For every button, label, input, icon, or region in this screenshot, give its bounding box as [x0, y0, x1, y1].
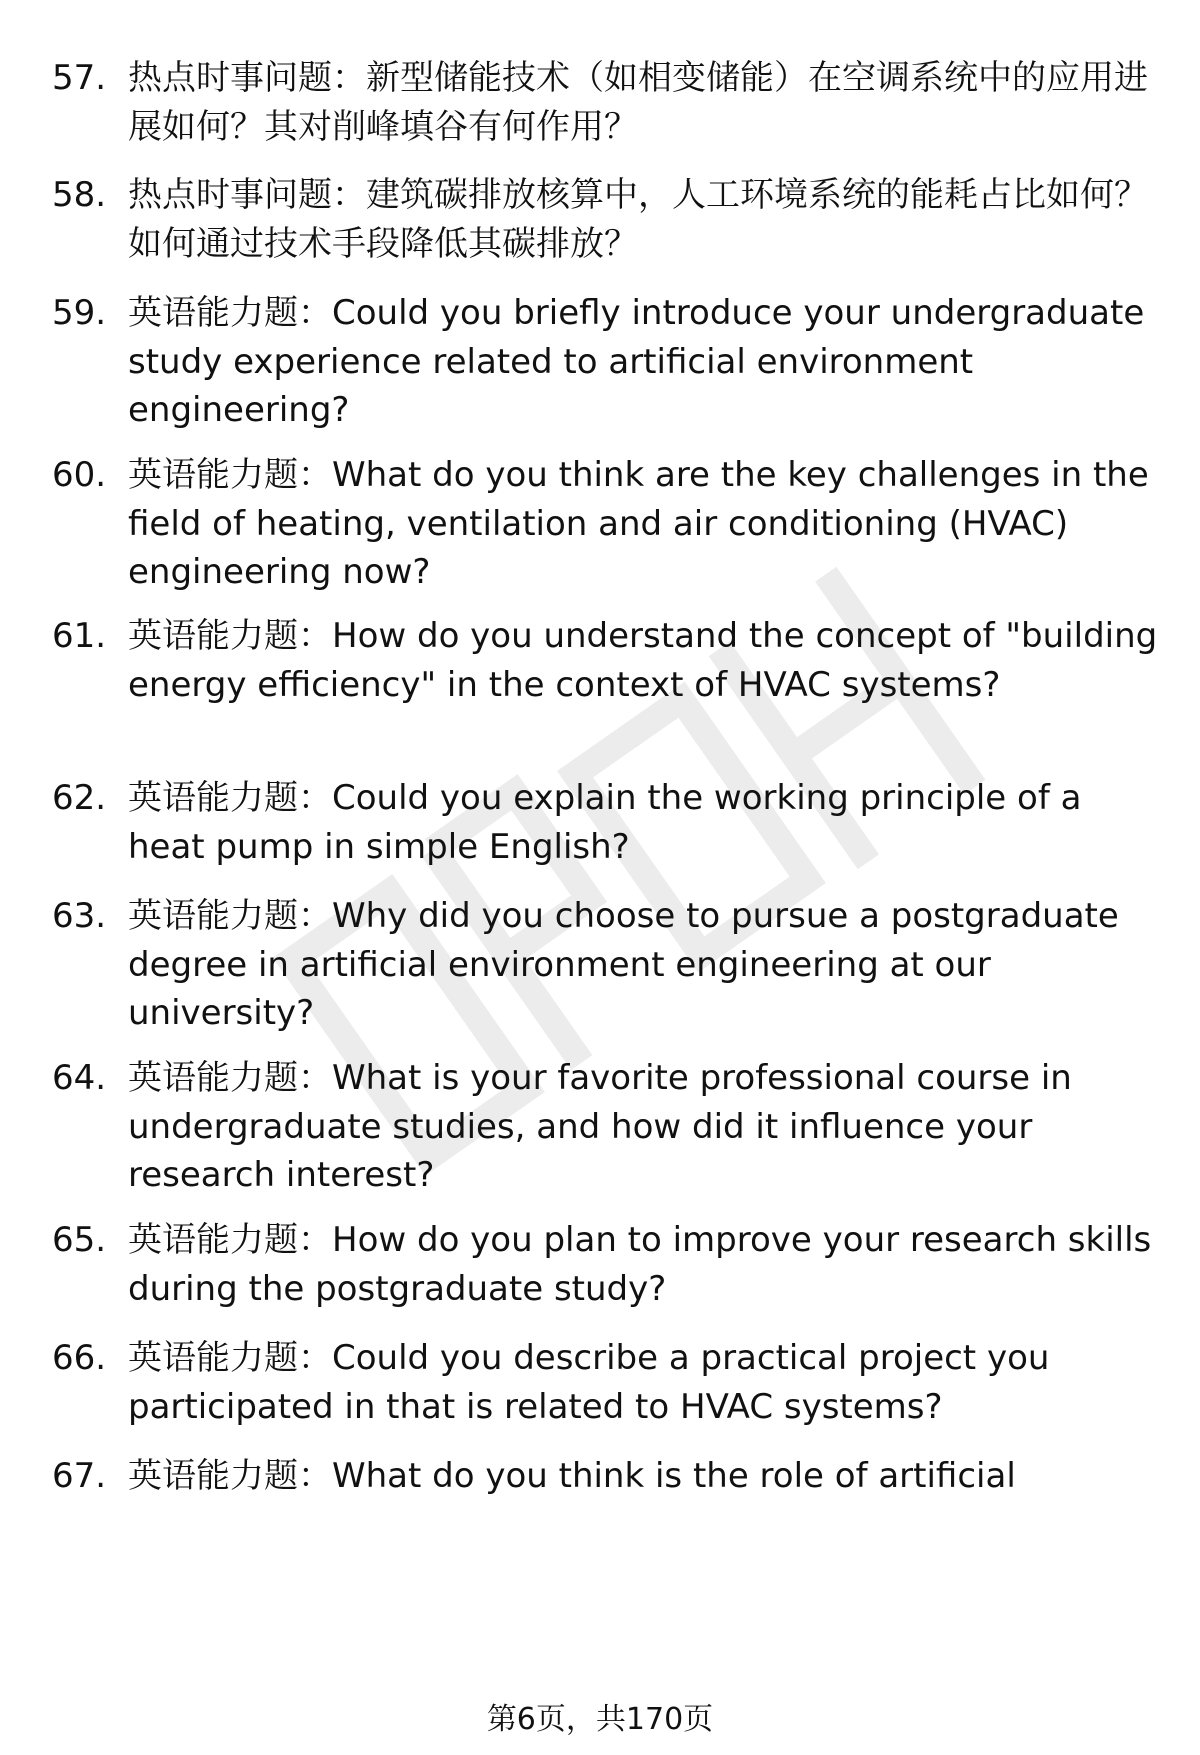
question-number: 60.	[52, 455, 107, 495]
question-number: 64.	[52, 1058, 107, 1098]
question-number: 57.	[52, 58, 107, 98]
question-number: 61.	[52, 616, 107, 656]
question-text: 热点时事问题：新型储能技术（如相变储能）在空调系统中的应用进展如何？其对削峰填谷有何作用？	[128, 58, 1148, 147]
question-text: 英语能力题：Why did you choose to pursue a postgraduate degree in artificial environment engineering at our university?	[128, 896, 1119, 1033]
question-number: 63.	[52, 896, 107, 936]
question-text: 英语能力题：Could you describe a practical project you participated in that is related to HVAC systems?	[128, 1338, 1050, 1427]
question-text: 英语能力题：How do you understand the concept of "building energy efficiency" in the context of HVAC systems?	[128, 616, 1158, 705]
question-number: 65.	[52, 1220, 107, 1260]
question-number: 67.	[52, 1456, 107, 1496]
question-text: 英语能力题：Could you explain the working principle of a heat pump in simple English?	[128, 778, 1082, 867]
question-number: 66.	[52, 1338, 107, 1378]
question-text: 英语能力题：Could you briefly introduce your undergraduate study experience related to artificial environment engineering?	[128, 293, 1145, 430]
question-text: 英语能力题：What do you think are the key challenges in the field of heating, ventilation and air conditioning (HVAC) engineering now?	[128, 455, 1149, 592]
question-text: 热点时事问题：建筑碳排放核算中，人工环境系统的能耗占比如何？如何通过技术手段降低其碳排放？	[128, 175, 1148, 264]
question-text: 英语能力题：What is your favorite professional course in undergraduate studies, and how did it influence your research interest?	[128, 1058, 1072, 1195]
question-number: 59.	[52, 293, 107, 333]
page-number-footer: 第6页，共170页	[486, 1702, 714, 1737]
question-text: 英语能力题：How do you plan to improve your research skills during the postgraduate study?	[128, 1220, 1152, 1309]
question-number: 58.	[52, 175, 107, 215]
question-number: 62.	[52, 778, 107, 818]
question-text: 英语能力题：What do you think is the role of artificial	[128, 1456, 1016, 1496]
